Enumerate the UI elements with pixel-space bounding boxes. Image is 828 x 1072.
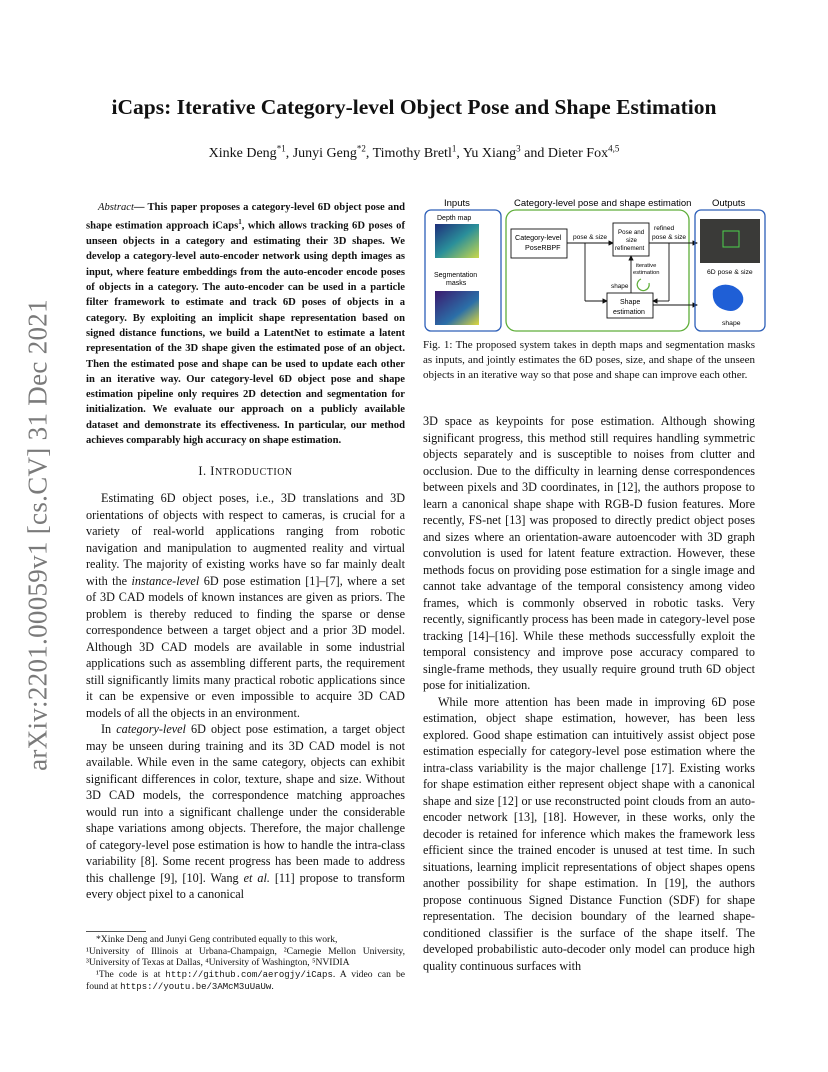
abstract: Abstract— This paper proposes a category-level 6D object pose and shape estimation approach iCaps$^1$, which allows tracking 6D poses of unseen objects in a category and estimating their 3D shapes. We develop a category-level auto-encoder network using depth images as input, where feature embeddings from the auto-encoder encode poses of objects in a category. The auto-encoder can be used in a particle filter framework to estimate and track 6D poses of objects in a category. By exploiting an implicit shape representation based on signed distance functions, we build a LatentNet to estimate a latent representation of the 3D shape given the estimated pose of an object. Then the estimated pose and shape can be used to update each other in an iterative way. Our category-level 6D object pose and shape estimation pipeline only requires 2D detection and segmentation for initialization. We evaluate our approach on a publicly available dataset and demonstrate its effectiveness. In particular, our method achieves comparably high accuracy on shape estimation. bbox=[86, 202, 405, 446]
pose-output-image bbox=[700, 219, 760, 263]
out-shape-label: shape bbox=[722, 320, 741, 327]
posrbpf-label-2: PoseRBPF bbox=[525, 243, 561, 252]
paragraph: While more attention has been made in improving 6D pose estimation, object shape estimation, however, has been less explored. Good shape estimation can intuitively assist object pose estimation especially for category-level pose estimation where the intra-class variability is the major challenge [17]. Existing works for shape estimation either represent object shape with a canonical shape and size [12] or use reconstructed point clouds from an auto-encoder network [13], [18]. However, in these works, only the decoder is retained for inference which makes the framework less efficient since the trained encoder is unused at test time. In such situations, learning implicit representations of object shapes opens another possibility for shape estimation. In [19], the authors propose continuous Signed Distance Function (SDF) for shape representation. The decision boundary of the learned shape-conditioned classifier is the surface of the shape itself. The developed probabilistic auto-decoder only model can produce high quality continuous surfaces with bbox=[423, 694, 755, 973]
shape-est-label-2: estimation bbox=[613, 309, 645, 316]
refined-label-1: refined bbox=[654, 225, 675, 232]
author-list bbox=[60, 143, 768, 162]
depth-map-image bbox=[435, 224, 479, 258]
refined-label-2: pose & size bbox=[652, 234, 687, 241]
author: Junyi Geng$^{*2}$, bbox=[292, 143, 373, 161]
footnote-affiliations: ¹University of Illinois at Urbana-Champaign, ²Carnegie Mellon University, ³University of Texas at Dallas, ⁴University of Washington, ⁵NVIDIA bbox=[86, 945, 405, 969]
fig-label-middle: Category-level pose and shape estimation bbox=[514, 198, 692, 209]
shape-est-label-1: Shape bbox=[620, 299, 641, 306]
posrbpf-label-1: Category-level bbox=[515, 233, 562, 242]
refine-label-2: size bbox=[626, 237, 638, 244]
footnotes bbox=[86, 931, 405, 994]
paragraph: 3D space as keypoints for pose estimation. Although showing significant progress, this method still requires handling symmetric objects separately and is susceptible to noises from clutter and occlusion. Due to the difficulty in learning dense correspondences between pixels and 3D coordinates, in [12], the authors propose to learn a canonical shape shape with RGB-D fusion features. More recently, FS-net [13] was proposed to directly predict object poses and sizes where an orientation-aware autoencoder with 3D graph convolution is used for latent feature extraction. However, these methods focus on providing pose estimation for a single image and cannot take advantage of the temporal consistency among video frames, which is commonly observed in robotic tasks. Very recently, significantly process has been made in category-level pose tracking [14]–[16]. While these methods successfully exploit the temporal consistency and improve pose accuracy compared to single-frame methods, they usually require ground truth 6D object pose for initialization. bbox=[423, 414, 755, 692]
video-link[interactable]: https://youtu.be/3AMcM3uUaUw bbox=[120, 982, 272, 993]
paragraph: In category-level 6D object pose estimation, a target object may be unseen during training and its 3D CAD model is not available. While even in the same category, objects can exhibit significant differences in color, texture, shape and size. Without 3D CAD models, the correspondence matching approaches would run into a significant challenge under the considerable shape variations among objects. Therefore, the major challenge of category-level pose estimation is how to handle the intra-class variability [8]. Some recent progress has been made to address this challenge [9], [10]. Wang et al. [11] propose to transform every object pixel to a canonical bbox=[86, 722, 406, 901]
paper-title: iCaps: Iterative Category-level Object Pose and Shape Estimation bbox=[111, 95, 717, 119]
author: Yu Xiang$^3$ and bbox=[462, 143, 548, 161]
footnote-equal: *Xinke Deng and Junyi Geng contributed equally to this work, bbox=[96, 934, 338, 945]
author: Timothy Bretl$^1$, bbox=[372, 143, 463, 161]
shape-output-image bbox=[713, 285, 744, 311]
depth-map-label: Depth map bbox=[437, 215, 472, 222]
abstract-label: Abstract bbox=[98, 202, 134, 213]
refine-label-1: Pose and bbox=[618, 229, 645, 236]
pipeline-diagram bbox=[423, 195, 768, 335]
iterative-loop-icon bbox=[637, 279, 649, 291]
seg-label-1: Segmentation bbox=[434, 272, 478, 279]
segmentation-image bbox=[435, 291, 479, 325]
author: Xinke Deng$^{*1}$, bbox=[208, 143, 293, 161]
figure-1 bbox=[423, 195, 768, 335]
code-link[interactable]: http://github.com/aerogjy/iCaps bbox=[165, 969, 333, 980]
footnote-code: ¹The code is at http://github.com/aerogjy/iCaps. A video can be found at https://youtu.be/3AMcM3uUaUw. bbox=[86, 968, 405, 993]
fig-label-inputs: Inputs bbox=[444, 198, 470, 209]
section-heading: I. INTRODUCTION bbox=[198, 464, 293, 478]
left-column-body bbox=[86, 490, 405, 903]
pose-size-label: pose & size bbox=[573, 234, 608, 241]
seg-label-2: masks bbox=[446, 280, 467, 287]
author: Dieter Fox$^{4,5}$ bbox=[547, 143, 620, 161]
iter-label-1: iterative bbox=[636, 263, 657, 269]
shape-arrow-label: shape bbox=[611, 283, 629, 290]
out-pose-label: 6D pose & size bbox=[707, 269, 753, 276]
right-column-body bbox=[423, 413, 755, 974]
refine-label-3: refinement bbox=[615, 245, 645, 252]
paragraph: Estimating 6D object poses, i.e., 3D translations and 3D orientations of objects with respect to cameras, is crucial for a variety of real-world applications ranging from robotic navigation and manipulation to augmented reality and virtual reality. The majority of existing works have so far mainly dealt with the instance-level 6D pose estimation [1]–[7], where a set of 3D CAD models of known instances are given as priors. The problem is thereby reduced to finding the sparse or dense correspondence between a target object and a prior 3D model. Although 3D CAD models are available in some industrial applications such as assembling different parts, the requirement still significantly limits many practical robotic applications since it can be expensive or even impossible to acquire 3D CAD models of all the objects in an environment. bbox=[86, 491, 405, 720]
footnote-rule bbox=[86, 931, 146, 932]
iter-label-2: estimation bbox=[633, 270, 660, 276]
fig-label-outputs: Outputs bbox=[712, 198, 746, 209]
figure-caption: Fig. 1: The proposed system takes in depth maps and segmentation masks as inputs, and jointly estimates the 6D poses, size, and shape of the unseen objects in an iterative way so that pose and shape can improve each other. bbox=[423, 339, 755, 382]
arxiv-stamp: arXiv:2201.00059v1 [cs.CV] 31 Dec 2021 bbox=[22, 299, 53, 771]
